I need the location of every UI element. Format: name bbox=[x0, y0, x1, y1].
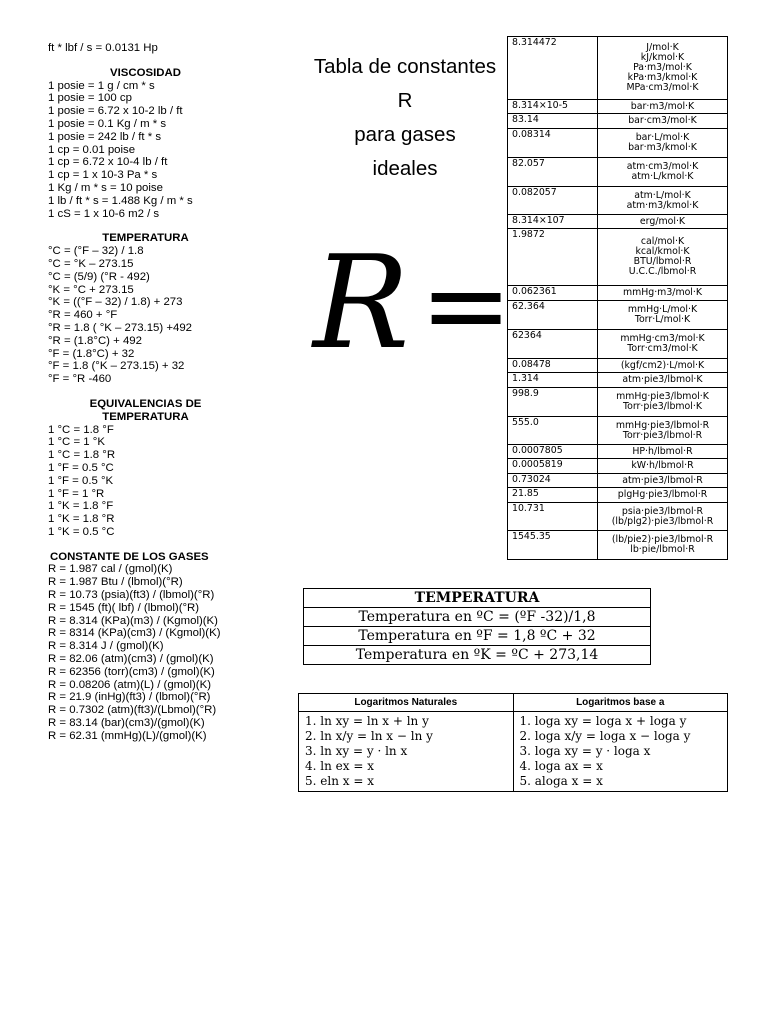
r-unit-line: J/mol·K bbox=[646, 42, 679, 53]
equivalencia-line: 1 °K = 1.8 °F bbox=[48, 500, 114, 513]
r-unit-line: cal/mol·K bbox=[640, 236, 685, 247]
r-units-cell bbox=[598, 503, 728, 531]
r-units-cell bbox=[598, 286, 728, 301]
r-unit-line: atm·pie3/lbmol·R bbox=[622, 474, 703, 486]
r-table-row bbox=[508, 417, 728, 445]
r-value-cell: 0.0007805 bbox=[508, 445, 598, 459]
r-value-cell: 21.85 bbox=[508, 488, 598, 503]
r-unit-line: (lb/pie2)·pie3/lbmol·R bbox=[611, 534, 714, 545]
r-unit-line: (kgf/cm2)·L/mol·K bbox=[620, 359, 705, 371]
equivalencia-line: 1 °C = 1.8 °R bbox=[48, 449, 116, 462]
r-value-cell: 1.9872 bbox=[508, 229, 598, 286]
equivalencia-line: 1 °F = 0.5 °C bbox=[48, 461, 114, 474]
equivalencias-heading-1: EQUIVALENCIAS DE bbox=[89, 397, 202, 410]
r-units-cell bbox=[598, 229, 728, 286]
r-constants-table bbox=[507, 36, 728, 560]
constante-line: R = 1545 (ft)( lbf) / (lbmol)(°R) bbox=[48, 601, 200, 614]
r-units-cell bbox=[598, 330, 728, 359]
title-line-2: para gases bbox=[354, 123, 456, 146]
r-unit-line: Torr·pie3/lbmol·R bbox=[622, 429, 703, 441]
r-unit-line: psia·pie3/lbmol·R bbox=[621, 505, 704, 517]
r-unit-line: HP·h/lbmol·R bbox=[632, 445, 693, 457]
constante-heading: CONSTANTE DE LOS GASES bbox=[50, 550, 209, 563]
r-unit-line: atm·cm3/mol·K bbox=[626, 161, 699, 172]
constante-list bbox=[48, 563, 293, 742]
equivalencia-line: 1 °K = 1.8 °R bbox=[48, 513, 115, 526]
temperatura-line: °C = (5/9) (°R - 492) bbox=[48, 270, 150, 283]
title-line-3: ideales bbox=[372, 157, 438, 180]
power-conversion-line: ft * lbf / s = 0.0131 Hp bbox=[48, 42, 158, 54]
r-unit-line: Torr·L/mol·K bbox=[634, 314, 691, 325]
constante-line: R = 0.7302 (atm)(ft3)/(Lbmol)(°R) bbox=[48, 704, 217, 717]
r-table-title bbox=[305, 50, 505, 186]
natural-log-rule: 3. ln xy = y · ln x bbox=[305, 744, 408, 758]
viscosidad-line: 1 posie = 1 g / cm * s bbox=[48, 79, 155, 92]
temperatura-line: °F = °R -460 bbox=[48, 373, 112, 386]
r-unit-line: Pa·m3/mol·K bbox=[633, 62, 692, 73]
big-r-symbol: R bbox=[313, 229, 410, 378]
constante-line: R = 10.73 (psia)(ft3) / (lbmol)(°R) bbox=[48, 589, 215, 602]
r-value-cell: 62.364 bbox=[508, 301, 598, 330]
equivalencia-line: 1 °F = 0.5 °K bbox=[48, 474, 114, 487]
temperatura-line: °C = (°F – 32) / 1.8 bbox=[48, 245, 144, 258]
r-value-cell: 1545.35 bbox=[508, 531, 598, 560]
natural-log-rule: 5. eln x = x bbox=[305, 774, 374, 788]
r-table-row bbox=[508, 114, 728, 129]
r-unit-line: lb·pie/lbmol·R bbox=[630, 544, 695, 555]
equivalencia-line: 1 °K = 0.5 °C bbox=[48, 525, 115, 538]
r-value-cell: 8.314472 bbox=[508, 37, 598, 100]
r-table-row bbox=[508, 388, 728, 417]
r-value-cell: 8.314×107 bbox=[508, 215, 598, 229]
constante-line: R = 0.08206 (atm)(L) / (gmol)(K) bbox=[48, 678, 211, 691]
temperatura-line: °R = (1.8°C) + 492 bbox=[48, 334, 142, 347]
logarithm-table bbox=[298, 693, 728, 792]
r-table-row bbox=[508, 474, 728, 488]
temperatura-line: °F = (1.8°C) + 32 bbox=[48, 347, 135, 360]
r-table-row bbox=[508, 286, 728, 301]
r-value-cell: 555.0 bbox=[508, 417, 598, 445]
constante-line: R = 62356 (torr)(cm3) / (gmol)(K) bbox=[48, 665, 215, 678]
viscosidad-line: 1 posie = 6.72 x 10-2 lb / ft bbox=[48, 105, 183, 118]
viscosidad-line: 1 cp = 0.01 poise bbox=[48, 143, 136, 156]
constante-line: R = 8314 (KPa)(cm3) / (Kgmol)(K) bbox=[48, 627, 221, 640]
r-units-cell bbox=[598, 459, 728, 474]
r-value-cell: 62364 bbox=[508, 330, 598, 359]
r-unit-line: mmHg·m3/mol·K bbox=[622, 287, 703, 298]
temperatura-heading: TEMPERATURA bbox=[102, 232, 189, 245]
r-unit-line: atm·pie3/lbmol·K bbox=[622, 374, 703, 385]
r-units-cell bbox=[598, 114, 728, 129]
viscosidad-line: 1 lb / ft * s = 1.488 Kg / m * s bbox=[48, 194, 193, 207]
equivalencia-line: 1 °C = 1 °K bbox=[48, 436, 105, 449]
r-table-row bbox=[508, 503, 728, 531]
natural-log-rule: 2. ln x/y = ln x − ln y bbox=[305, 729, 433, 743]
natural-log-rules bbox=[299, 712, 514, 792]
r-value-cell: 83.14 bbox=[508, 114, 598, 129]
base-a-log-rule: 4. loga ax = x bbox=[519, 759, 603, 773]
r-table-row bbox=[508, 373, 728, 388]
r-value-cell: 0.0005819 bbox=[508, 459, 598, 474]
r-unit-line: Torr·cm3/mol·K bbox=[627, 343, 698, 354]
r-unit-line: Torr·pie3/lbmol·K bbox=[623, 401, 702, 412]
r-table-row bbox=[508, 359, 728, 373]
constante-line: R = 21.9 (inHg)(ft3) / (lbmol)(°R) bbox=[48, 691, 211, 704]
viscosidad-line: 1 cp = 1 x 10-3 Pa * s bbox=[48, 169, 158, 182]
base-a-log-heading: Logaritmos base a bbox=[513, 694, 728, 712]
r-value-cell: 10.731 bbox=[508, 503, 598, 531]
title-line-1: Tabla de constantes R bbox=[313, 55, 497, 112]
temperature-row: Temperatura en ºF = 1,8 ºC + 32 bbox=[304, 627, 651, 646]
temperature-table-heading: TEMPERATURA bbox=[304, 589, 651, 608]
equivalencias-list bbox=[48, 424, 293, 539]
constante-line: R = 83.14 (bar)(cm3)/(gmol)(K) bbox=[48, 717, 205, 730]
r-unit-line: (lb/plg2)·pie3/lbmol·R bbox=[611, 515, 714, 527]
constante-line: R = 8.314 (KPa)(m3) / (Kgmol)(K) bbox=[48, 614, 218, 627]
r-unit-line: bar·L/mol·K bbox=[635, 132, 690, 143]
natural-log-rule: 4. ln ex = x bbox=[305, 759, 374, 773]
r-value-cell: 998.9 bbox=[508, 388, 598, 417]
r-table-row bbox=[508, 129, 728, 158]
r-unit-line: kPa·m3/kmol·K bbox=[627, 72, 698, 83]
r-units-cell bbox=[598, 417, 728, 445]
r-value-cell: 0.08478 bbox=[508, 359, 598, 373]
r-unit-line: bar·m3/mol·K bbox=[630, 100, 695, 112]
viscosidad-line: 1 cp = 6.72 x 10-4 lb / ft bbox=[48, 156, 168, 169]
temperature-row: Temperatura en ºC = (ºF -32)/1,8 bbox=[304, 608, 651, 627]
r-units-cell bbox=[598, 37, 728, 100]
r-unit-line: mmHg·pie3/lbmol·R bbox=[615, 419, 710, 431]
r-units-cell bbox=[598, 359, 728, 373]
r-units-cell bbox=[598, 488, 728, 503]
viscosidad-line: 1 cS = 1 x 10-6 m2 / s bbox=[48, 207, 160, 220]
r-units-cell bbox=[598, 388, 728, 417]
constante-line: R = 1.987 Btu / (lbmol)(°R) bbox=[48, 576, 183, 589]
r-value-cell: 82.057 bbox=[508, 158, 598, 187]
r-unit-line: atm·L/kmol·K bbox=[631, 171, 694, 182]
r-table-row bbox=[508, 229, 728, 286]
temperatura-line: °R = 460 + °F bbox=[48, 309, 118, 322]
r-table-row bbox=[508, 187, 728, 215]
base-a-log-rule: 2. loga x/y = loga x − loga y bbox=[519, 729, 691, 743]
natural-log-rule: 1. ln xy = ln x + ln y bbox=[305, 714, 429, 728]
r-unit-line: BTU/lbmol·R bbox=[633, 256, 692, 267]
r-value-cell: 1.314 bbox=[508, 373, 598, 388]
temperatura-line: °C = °K – 273.15 bbox=[48, 257, 134, 270]
temperatura-line: °K = ((°F – 32) / 1.8) + 273 bbox=[48, 296, 183, 309]
viscosidad-line: 1 posie = 100 cp bbox=[48, 92, 132, 105]
equivalencia-line: 1 °C = 1.8 °F bbox=[48, 423, 114, 436]
r-table-row bbox=[508, 158, 728, 187]
equivalencia-line: 1 °F = 1 °R bbox=[48, 487, 105, 500]
r-table-row bbox=[508, 445, 728, 459]
r-value-cell: 0.062361 bbox=[508, 286, 598, 301]
r-units-cell bbox=[598, 474, 728, 488]
viscosidad-line: 1 posie = 242 lb / ft * s bbox=[48, 130, 162, 143]
r-unit-line: atm·m3/kmol·K bbox=[626, 199, 699, 211]
r-unit-line: U.C.C./lbmol·R bbox=[628, 266, 697, 277]
r-unit-line: mmHg·pie3/lbmol·K bbox=[616, 391, 709, 402]
temperatura-line: °K = °C + 273.15 bbox=[48, 283, 134, 296]
r-units-cell bbox=[598, 301, 728, 330]
r-unit-line: mmHg·cm3/mol·K bbox=[620, 333, 705, 344]
r-value-cell: 0.73024 bbox=[508, 474, 598, 488]
r-unit-line: plgHg·pie3/lbmol·R bbox=[617, 489, 708, 500]
r-unit-line: bar·m3/kmol·K bbox=[628, 142, 697, 153]
constante-line: R = 62.31 (mmHg)(L)/(gmol)(K) bbox=[48, 729, 207, 742]
r-unit-line: mmHg·L/mol·K bbox=[627, 304, 698, 315]
r-value-cell: 8.314×10-5 bbox=[508, 100, 598, 114]
base-a-log-rule: 1. loga xy = loga x + loga y bbox=[519, 714, 687, 728]
r-units-cell bbox=[598, 100, 728, 114]
r-units-cell bbox=[598, 445, 728, 459]
r-units-cell bbox=[598, 129, 728, 158]
viscosidad-heading: VISCOSIDAD bbox=[110, 66, 181, 79]
r-table-row bbox=[508, 37, 728, 100]
constante-line: R = 8.314 J / (gmol)(K) bbox=[48, 640, 164, 653]
viscosidad-list bbox=[48, 80, 293, 221]
r-table-row bbox=[508, 488, 728, 503]
r-table-row bbox=[508, 531, 728, 560]
base-a-log-rule: 5. aloga x = x bbox=[519, 774, 603, 788]
r-unit-line: bar·cm3/mol·K bbox=[628, 115, 697, 126]
temperature-table bbox=[303, 588, 651, 665]
constante-line: R = 82.06 (atm)(cm3) / (gmol)(K) bbox=[48, 653, 214, 666]
r-table-row bbox=[508, 459, 728, 474]
temperatura-line: °R = 1.8 ( °K – 273.15) +492 bbox=[48, 321, 192, 334]
viscosidad-line: 1 Kg / m * s = 10 poise bbox=[48, 181, 163, 194]
temperature-row: Temperatura en ºK = ºC + 273,14 bbox=[304, 646, 651, 665]
equivalencias-heading-2: TEMPERATURA bbox=[102, 410, 189, 423]
big-equals-symbol: = bbox=[420, 241, 513, 369]
natural-log-heading: Logaritmos Naturales bbox=[299, 694, 514, 712]
r-units-cell bbox=[598, 373, 728, 388]
r-table-row bbox=[508, 330, 728, 359]
r-unit-line: kW·h/lbmol·R bbox=[631, 460, 694, 471]
r-units-cell bbox=[598, 215, 728, 229]
r-unit-line: erg/mol·K bbox=[639, 215, 686, 227]
r-value-cell: 0.082057 bbox=[508, 187, 598, 215]
r-unit-line: kcal/kmol·K bbox=[635, 246, 690, 257]
viscosidad-line: 1 posie = 0.1 Kg / m * s bbox=[48, 117, 167, 130]
constante-line: R = 1.987 cal / (gmol)(K) bbox=[48, 563, 173, 576]
r-table-row bbox=[508, 100, 728, 114]
r-table-row bbox=[508, 301, 728, 330]
r-value-cell: 0.08314 bbox=[508, 129, 598, 158]
conversion-notes bbox=[48, 42, 293, 743]
r-unit-line: atm·L/mol·K bbox=[634, 189, 691, 201]
base-a-log-rules bbox=[513, 712, 728, 792]
r-unit-line: MPa·cm3/mol·K bbox=[626, 82, 699, 93]
temperatura-line: °F = 1.8 (°K – 273.15) + 32 bbox=[48, 360, 185, 373]
temperatura-list bbox=[48, 245, 293, 386]
r-table-row bbox=[508, 215, 728, 229]
r-units-cell bbox=[598, 531, 728, 560]
r-units-cell bbox=[598, 158, 728, 187]
r-unit-line: kJ/kmol·K bbox=[640, 52, 685, 63]
base-a-log-rule: 3. loga xy = y · loga x bbox=[519, 744, 651, 758]
r-units-cell bbox=[598, 187, 728, 215]
